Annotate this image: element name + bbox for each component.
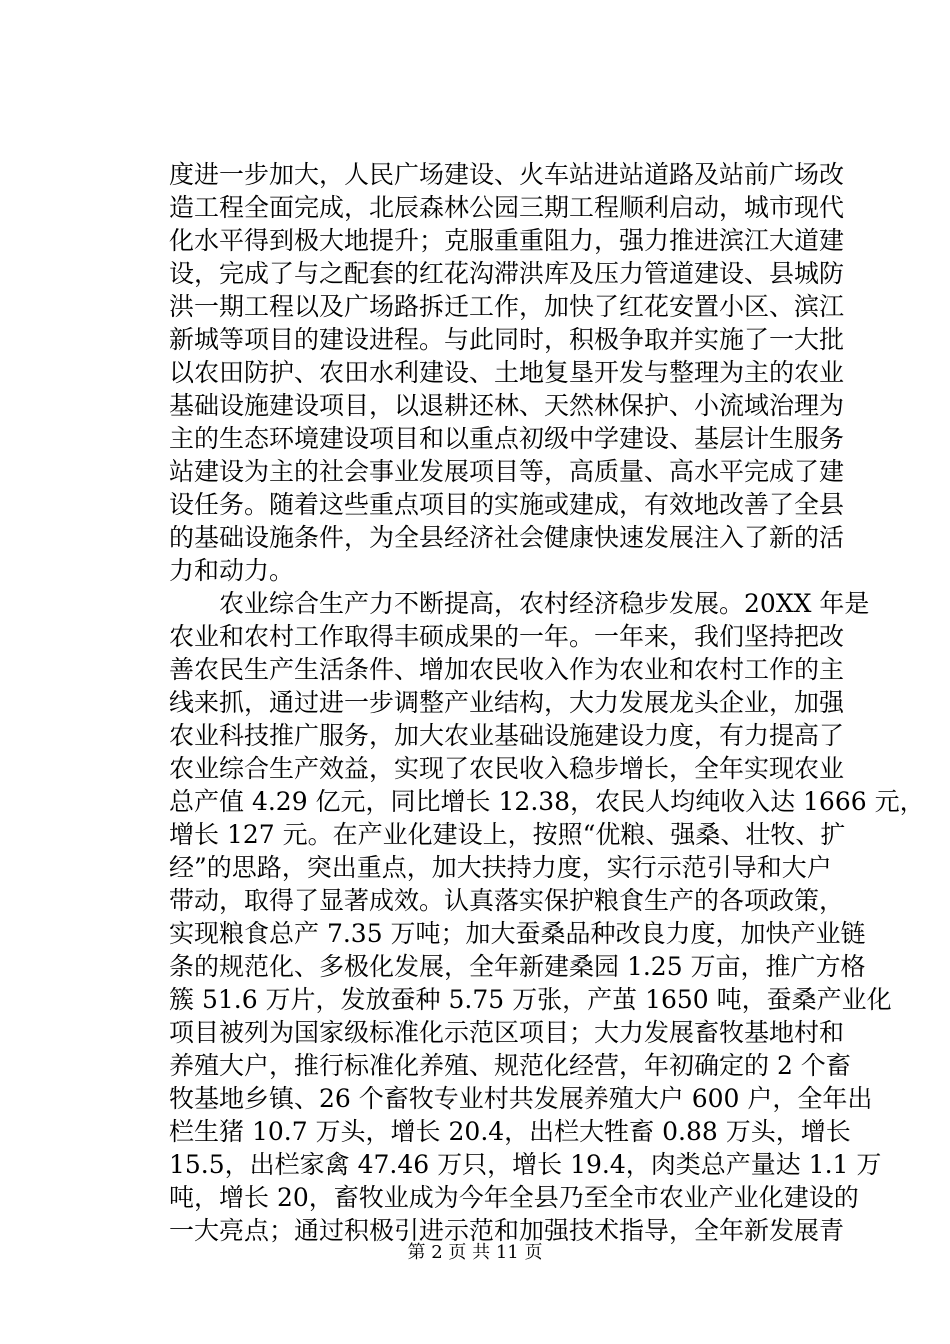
text-line: 牧基地乡镇、26 个畜牧专业村共发展养殖大户 600 户，全年出	[169, 1084, 873, 1113]
text-line: 项目被列为国家级标准化示范区项目；大力发展畜牧基地村和	[169, 1018, 845, 1047]
text-line: 度进一步加大，人民广场建设、火车站进站道路及站前广场改	[169, 160, 845, 189]
text-line: 栏生猪 10.7 万头，增长 20.4，出栏大牲畜 0.88 万头，增长	[169, 1117, 851, 1146]
text-line: 经”的思路，突出重点，加大扶持力度，实行示范引导和大户	[169, 853, 832, 882]
text-line: 主的生态环境建设项目和以重点初级中学建设、基层计生服务	[169, 424, 845, 453]
text-line: 的基础设施条件，为全县经济社会健康快速发展注入了新的活	[169, 523, 845, 552]
text-line: 新城等项目的建设进程。与此同时，积极争取并实施了一大批	[169, 325, 845, 354]
text-line: 站建设为主的社会事业发展项目等，高质量、高水平完成了建	[169, 457, 845, 486]
text-line: 簇 51.6 万片，发放蚕种 5.75 万张，产茧 1650 吨，蚕桑产业化	[169, 985, 892, 1014]
text-line: 实现粮食总产 7.35 万吨；加大蚕桑品种改良力度，加快产业链	[169, 919, 866, 948]
text-line: 15.5，出栏家禽 47.46 万只，增长 19.4，肉类总产量达 1.1 万	[169, 1150, 882, 1179]
text-line: 化水平得到极大地提升；克服重重阻力，强力推进滨江大道建	[169, 226, 845, 255]
text-line: 农业和农村工作取得丰硕成果的一年。一年来，我们坚持把改	[169, 622, 845, 651]
text-line: 基础设施建设项目，以退耕还林、天然林保护、小流域治理为	[169, 391, 845, 420]
text-line: 造工程全面完成，北辰森林公园三期工程顺利启动，城市现代	[169, 193, 845, 222]
text-line: 以农田防护、农田水利建设、土地复垦开发与整理为主的农业	[169, 358, 845, 387]
text-line: 吨，增长 20，畜牧业成为今年全县乃至全市农业产业化建设的	[169, 1183, 859, 1212]
page-number-label: 第 2 页 共 11 页	[407, 1242, 543, 1263]
text-line: 农业综合生产效益，实现了农民收入稳步增长，全年实现农业	[169, 754, 845, 783]
text-line: 条的规范化、多极化发展，全年新建桑园 1.25 万亩，推广方格	[169, 952, 866, 981]
text-line: 洪一期工程以及广场路拆迁工作，加快了红花安置小区、滨江	[169, 292, 845, 321]
text-line: 设任务。随着这些重点项目的实施或建成，有效地改善了全县	[169, 490, 845, 519]
text-line: 一大亮点；通过积极引进示范和加强技术指导，全年新发展青	[169, 1216, 845, 1245]
text-line: 增长 127 元。在产业化建设上，按照“优粮、强桑、壮牧、扩	[169, 820, 846, 849]
text-line: 善农民生产生活条件、增加农民收入作为农业和农村工作的主	[169, 655, 845, 684]
text-line: 设，完成了与之配套的红花沟滞洪库及压力管道建设、县城防	[169, 259, 845, 288]
text-line: 总产值 4.29 亿元，同比增长 12.38，农民人均纯收入达 1666 元，	[169, 787, 925, 816]
page-footer	[0, 1241, 950, 1265]
text-line-paragraph-start: 农业综合生产力不断提高，农村经济稳步发展。20XX 年是	[169, 589, 870, 618]
text-line: 农业科技推广服务，加大农业基础设施建设力度，有力提高了	[169, 721, 845, 750]
text-line-paragraph-end: 力和动力。	[169, 556, 295, 585]
text-line: 线来抓，通过进一步调整产业结构，大力发展龙头企业，加强	[169, 688, 845, 717]
text-line: 养殖大户，推行标准化养殖、规范化经营，年初确定的 2 个畜	[169, 1051, 851, 1080]
text-line: 带动，取得了显著成效。认真落实保护粮食生产的各项政策，	[169, 886, 845, 915]
